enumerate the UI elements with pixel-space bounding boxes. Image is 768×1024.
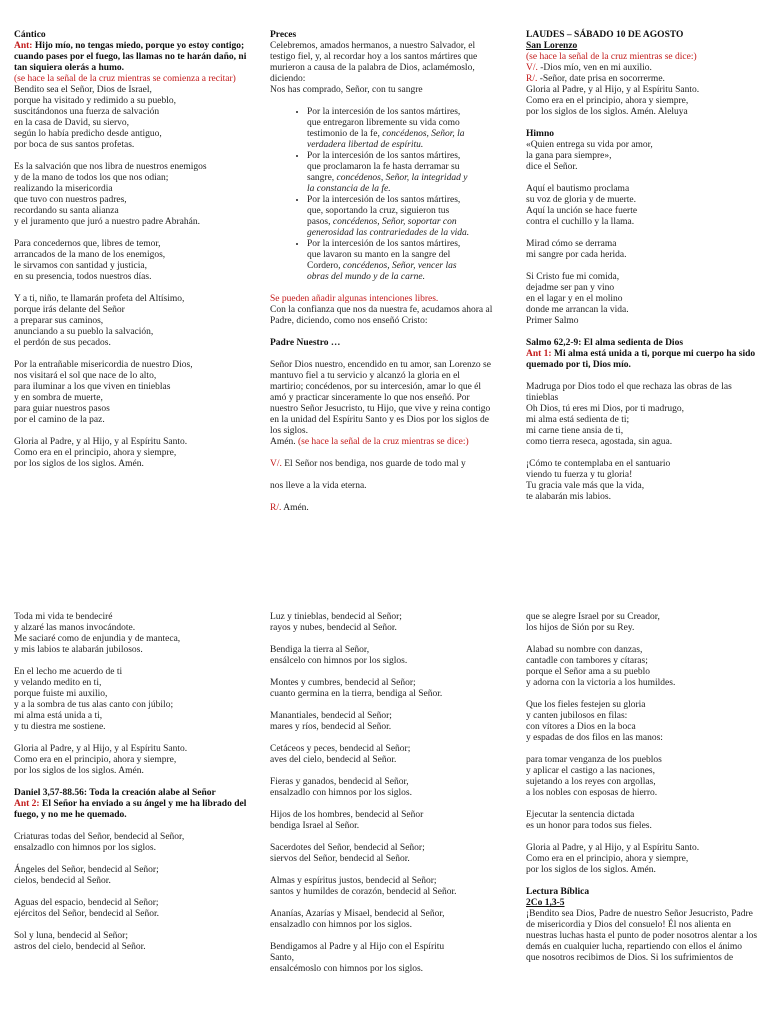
- section-title: Preces: [270, 30, 297, 40]
- stanza: Almas y espíritus justos, bendecid al Señor; santos y humildes de corazón, bendecid al Señor.: [270, 876, 457, 897]
- stanza: Sol y luna, bendecid al Señor; astros del cielo, bendecid al Señor.: [14, 931, 146, 952]
- reading-title: Lectura Bíblica: [526, 887, 590, 897]
- hymn-stanza: «Quien entrega su vida por amor, la gana para siempre», dice el Señor.: [526, 140, 653, 172]
- antiphon: Ant 2: El Señor ha enviado a su ángel y me ha librado del fuego, y no me he quemado.: [14, 799, 247, 820]
- stanza: Que los fieles festejen su gloria y canten jubilosos en filas: con vítores a Dios en la boca y espadas de dos filos en las manos:: [526, 700, 663, 743]
- stanza: Bendito sea el Señor, Dios de Israel, porque ha visitado y redimido a su pueblo, suscitándonos una fuerza de salvación en la casa de David, su siervo, según lo había predicho desde antiguo, por boca de sus santos profetas.: [14, 85, 176, 150]
- column-canticle: [14, 30, 247, 470]
- stanza: Alabad su nombre con danzas, cantadle con tambores y cítaras; porque el Señor ama a su pueblo y adorna con la victoria a los humildes.: [526, 645, 676, 688]
- stanza: Gloria al Padre, y al Hijo, y al Espíritu Santo. Como era en el principio, ahora y siempre, por los siglos de los siglos. Amén.: [526, 843, 700, 875]
- stanza: Luz y tinieblas, bendecid al Señor; rayos y nubes, bendecid al Señor.: [270, 612, 402, 633]
- stanza: Es la salvación que nos libra de nuestros enemigos y de la mano de todos los que nos odian; realizando la misericordia que tuvo con nuestros padres, recordando su santa alianza y el juramento que juró a nuestro padre Abrahán.: [14, 162, 207, 227]
- column-laudes: [526, 30, 758, 503]
- stanza: Montes y cumbres, bendecid al Señor; cuanto germina en la tierra, bendiga al Señor.: [270, 678, 443, 699]
- intercession-list: [270, 107, 495, 283]
- antiphon: Ant 1: Mi alma está unida a ti, porque mi cuerpo ha sido quemado por ti, Dios mío.: [526, 349, 756, 370]
- stanza: Bendigamos al Padre y al Hijo con el Espíritu Santo, ensalcémoslo con himnos por los siglos.: [270, 942, 445, 974]
- stanza: Gloria al Padre, y al Hijo, y al Espíritu Santo. Como era en el principio, ahora y siempre, por los siglos de los siglos. Amén.: [14, 744, 188, 776]
- stanza: Hijos de los hombres, bendecid al Señor bendiga Israel al Señor.: [270, 810, 424, 831]
- antiphon-label: Ant:: [14, 41, 33, 51]
- versicle: V/. -Dios mío, ven en mi auxilio.: [526, 63, 652, 73]
- response: R/. Amén.: [270, 503, 309, 513]
- stanza: Fieras y ganados, bendecid al Señor, ensalzadlo con himnos por los siglos.: [270, 777, 412, 798]
- stanza: para tomar venganza de los pueblos y aplicar el castigo a las naciones, sujetando a los reyes con argollas, a los nobles con esposas de hierro.: [526, 755, 662, 798]
- rubric-cross: (se hace la señal de la cruz mientras se dice:): [526, 52, 697, 62]
- amen-line: Amén. (se hace la señal de la cruz mientras se dice:): [270, 437, 469, 447]
- stanza: Criaturas todas del Señor, bendecid al Señor, ensalzadlo con himnos por los siglos.: [14, 832, 185, 853]
- saint-name: San Lorenzo: [526, 41, 578, 51]
- stanza: Ángeles del Señor, bendecid al Señor; cielos, bendecid al Señor.: [14, 865, 159, 886]
- intercession-item: • Por la intercesión de los santos mártires, que lavaron su manto en la sangre del Cordero, concédenos, Señor, vencer las obras del mundo y de la carne.: [307, 239, 495, 283]
- reading-text: ¡Bendito sea Dios, Padre de nuestro Señor Jesucristo, Padre de misericordia y Dios del consuelo! Él nos alienta en nuestras luchas hasta el punto de poder nosotros alentar a los demás en cualquier lucha, repartiendo con ellos el ánimo que nosotros recibimos de Dios. Si los sufrimientos de: [526, 909, 758, 963]
- stanza: Bendiga la tierra al Señor, ensálcelo con himnos por los siglos.: [270, 645, 408, 666]
- versicle: V/. El Señor nos bendiga, nos guarde de todo mal y: [270, 459, 466, 469]
- stanza: Para concedernos que, libres de temor, arrancados de la mano de los enemigos, le sirvamos con santidad y justicia, en su presencia, todos nuestros días.: [14, 239, 166, 282]
- stanza: Ananías, Azarías y Misael, bendecid al Señor, ensalzadlo con himnos por los siglos.: [270, 909, 445, 930]
- canticle-title: Daniel 3,57-88.56: Toda la creación alabe al Señor: [14, 788, 216, 798]
- column-psalm149: [526, 612, 758, 964]
- stanza: Cetáceos y peces, bendecid al Señor; aves del cielo, bendecid al Señor.: [270, 744, 411, 765]
- response: R/. -Señor, date prisa en socorrerme.: [526, 74, 665, 84]
- stanza: que se alegre Israel por su Creador, los hijos de Sión por su Rey.: [526, 612, 660, 633]
- psalm-title: Salmo 62,2-9: El alma sedienta de Dios: [526, 338, 684, 348]
- stanza: Toda mi vida te bendeciré y alzaré las manos invocándote. Me saciaré como de enjundia y de manteca, y mis labios te alabarán jubilosos.: [14, 612, 181, 655]
- stanza: Gloria al Padre, y al Hijo, y al Espíritu Santo. Como era en el principio, ahora y siempre, por los siglos de los siglos. Amén.: [14, 437, 188, 469]
- preces-intro: Celebremos, amados hermanos, a nuestro Salvador, el testigo fiel, y, al recordar hoy a los santos mártires que murieron a causa de la palabra de Dios, aclamémoslo, diciendo: Nos has comprado, Señor, con tu sangre: [270, 41, 478, 95]
- column-preces: [270, 30, 495, 514]
- oration: Señor Dios nuestro, encendido en tu amor, san Lorenzo se mantuvo fiel a tu servicio y alcanzó la gloria en el martirio; concédenos, por su intercesión, amar lo que él amó y practicar sinceramente lo que nos enseñó. Por nuestro Señor Jesucristo, tu Hijo, que vive y reina contigo en la unidad del Espíritu Santo y es Dios por los siglos de los siglos.: [270, 360, 491, 436]
- intercession-item: • Por la intercesión de los santos mártires, que proclamaron la fe hasta derramar su sangre, concédenos, Señor, la integridad y la constancia de la fe.: [307, 151, 495, 195]
- stanza: Y a ti, niño, te llamarán profeta del Altísimo, porque irás delante del Señor a preparar sus caminos, anunciando a su pueblo la salvación, el perdón de sus pecados.: [14, 294, 185, 348]
- stanza: Por la entrañable misericordia de nuestro Dios, nos visitará el sol que nace de lo alto, para iluminar a los que viven en tinieblas y en sombra de muerte, para guiar nuestros pasos por el camino de la paz.: [14, 360, 193, 425]
- hymn-stanza: Mirad cómo se derrama mi sangre por cada herida.: [526, 239, 627, 260]
- reading-reference: 2Co 1,3-5: [526, 898, 565, 908]
- antiphon-text: Hijo mío, no tengas miedo, porque yo estoy contigo; cuando pases por el fuego, las llamas no te harán daño, ni tan siquiera olerás a humo.: [14, 41, 247, 73]
- psalm-stanza: Madruga por Dios todo el que rechaza las obras de las tinieblas Oh Dios, tú eres mi Dios, por ti madrugo, mi alma está sedienta de ti; mi carne tiene ansia de ti, como tierra reseca, agostada, sin agua.: [526, 382, 732, 447]
- stanza: Manantiales, bendecid al Señor; mares y ríos, bendecid al Señor.: [270, 711, 392, 732]
- hymn-stanza: Si Cristo fue mi comida, dejadme ser pan y vino en el lagar y en el molino donde me arrancan la vida. Primer Salmo: [526, 272, 629, 326]
- hymn-title: Himno: [526, 129, 554, 139]
- rubric-intentions: Se pueden añadir algunas intenciones libres.: [270, 294, 439, 304]
- antiphon: [14, 41, 247, 74]
- intercession-item: • Por la intercesión de los santos mártires, que entregaron libremente su vida como testimonio de la fe, concédenos, Señor, la verdadera libertad de espíritu.: [307, 107, 495, 151]
- page-title: LAUDES – SÁBADO 10 DE AGOSTO: [526, 30, 684, 40]
- psalm-stanza: ¡Cómo te contemplaba en el santuario viendo tu fuerza y tu gloria! Tu gracia vale más que la vida, te alabarán mis labios.: [526, 459, 671, 502]
- padre-nuestro: Padre Nuestro …: [270, 338, 341, 348]
- gloria: Gloria al Padre, y al Hijo, y al Espíritu Santo. Como era en el principio, ahora y siempre, por los siglos de los siglos. Amén. Aleluya: [526, 85, 700, 117]
- versicle-cont: nos lleve a la vida eterna.: [270, 481, 367, 491]
- intercession-item: • Por la intercesión de los santos mártires, que, soportando la cruz, siguieron tus pasos, concédenos, Señor, soportar con generosidad las contrariedades de la vida.: [307, 195, 495, 239]
- stanza: Aguas del espacio, bendecid al Señor; ejércitos del Señor, bendecid al Señor.: [14, 898, 159, 919]
- rubric-cross: (se hace la señal de la cruz mientras se comienza a recitar): [14, 74, 236, 84]
- section-title: Cántico: [14, 30, 46, 40]
- hymn-stanza: Aquí el bautismo proclama su voz de gloria y de muerte. Aquí la unción se hace fuerte contra el cuchillo y la llama.: [526, 184, 638, 227]
- confidence-text: Con la confianza que nos da nuestra fe, acudamos ahora al Padre, diciendo, como nos enseñó Cristo:: [270, 305, 493, 326]
- stanza: Sacerdotes del Señor, bendecid al Señor; siervos del Señor, bendecid al Señor.: [270, 843, 425, 864]
- stanza: En el lecho me acuerdo de ti y velando medito en ti, porque fuiste mi auxilio, y a la sombra de tus alas canto con júbilo; mi alma está unida a ti, y tu diestra me sostiene.: [14, 667, 174, 732]
- stanza: Ejecutar la sentencia dictada es un honor para todos sus fieles.: [526, 810, 652, 831]
- column-psalm-cont: [14, 612, 247, 953]
- column-canticle-cont: [270, 612, 495, 975]
